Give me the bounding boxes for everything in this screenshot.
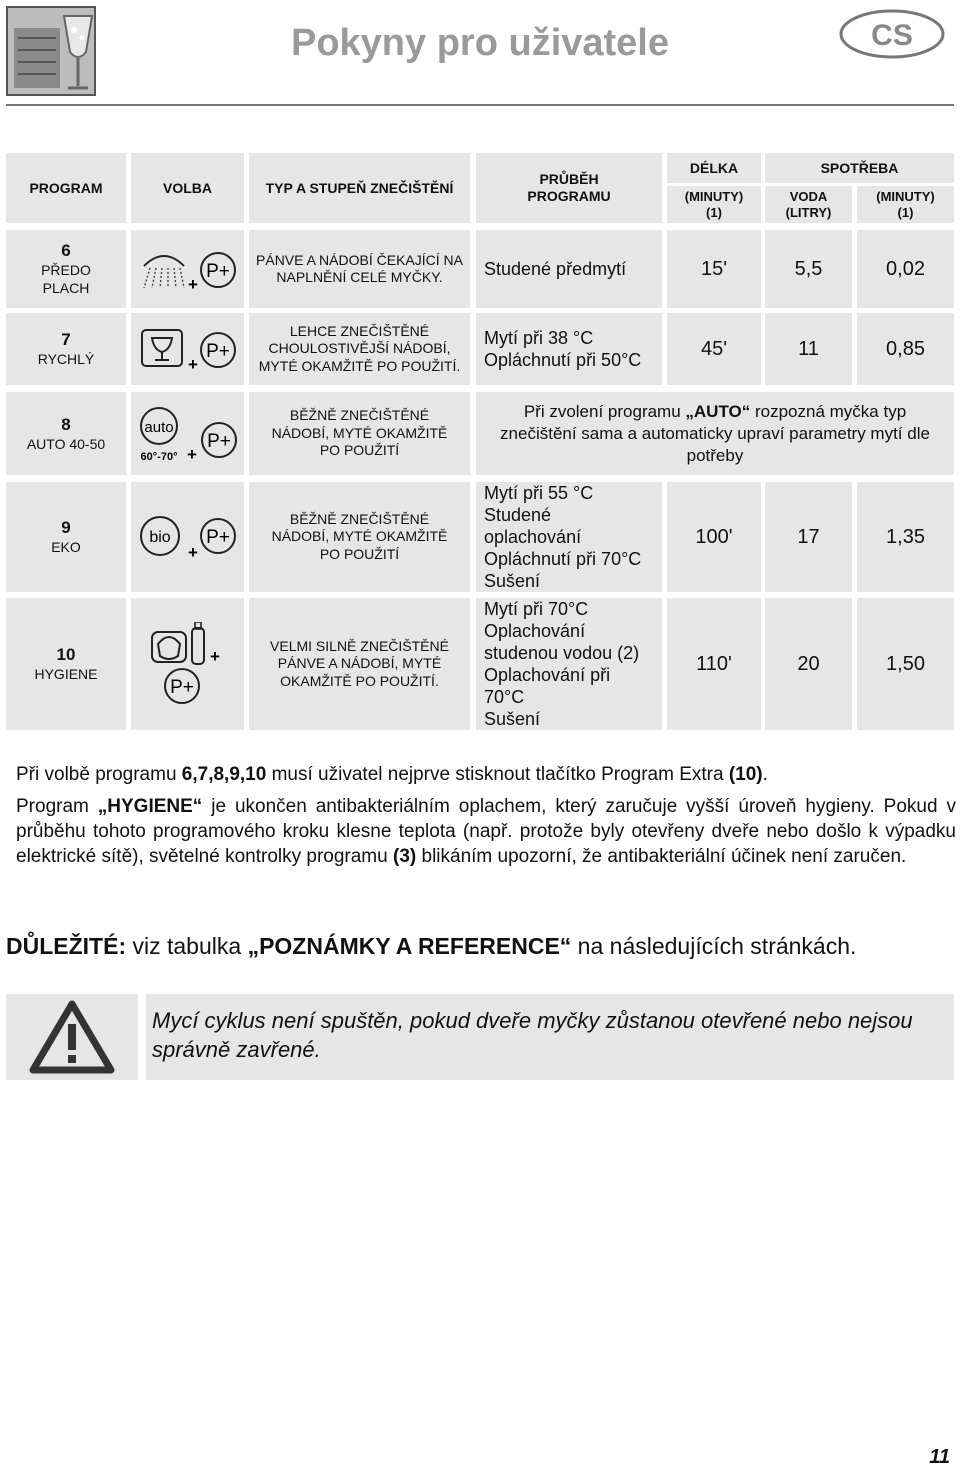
table-row-water: 5,5 [765, 230, 852, 308]
important-note: DŮLEŽITÉ: viz tabulka „POZNÁMKY A REFERENCE“ na následujících stránkách. [6, 933, 857, 959]
header-energy-unit: (MINUTY) (1) [857, 186, 954, 223]
table-row-duration: 15' [667, 230, 761, 308]
page-title: Pokyny pro uživatele [290, 22, 669, 64]
header-duration-unit: (MINUTY) (1) [667, 186, 761, 223]
table-row-type: LEHCE ZNEČIŠTĚNÉ CHOULOSTIVĚJŠÍ NÁDOBÍ, MYTÉ OKAMŽITĚ PO POUŽITÍ. [249, 313, 470, 385]
svg-text:P+: P+ [205, 527, 230, 548]
svg-text:+: + [187, 355, 198, 374]
svg-text:P+: P+ [205, 341, 230, 362]
table-row-water: 17 [765, 482, 852, 592]
table-row-course: Mytí při 38 °C Opláchnutí při 50°C [476, 313, 662, 385]
header-water-unit: VODA (LITRY) [765, 186, 852, 223]
warning-icon-box [6, 994, 138, 1080]
svg-text:60°-70°: 60°-70° [140, 450, 177, 463]
svg-text:+: + [186, 444, 197, 464]
table-row-volba [131, 598, 244, 730]
table-row-program: 6 PŘEDO PLACH [6, 230, 126, 308]
header-course: PRŮBĚH PROGRAMU [476, 153, 662, 223]
page-number: 11 [929, 1446, 950, 1468]
table-row-energy: 1,35 [857, 482, 954, 592]
svg-text:P+: P+ [169, 677, 194, 698]
table-row-course: Mytí při 55 °C Studené oplachování Opláchnutí při 70°C Sušení [476, 482, 662, 592]
header-duration: DÉLKA [667, 153, 761, 183]
table-row-course: Studené předmytí [476, 230, 662, 308]
table-row-type: BĚŽNĚ ZNEČIŠTĚNÉ NÁDOBÍ, MYTÉ OKAMŽITĚ PO POUŽITÍ [249, 392, 470, 475]
table-row-volba [131, 392, 244, 475]
hygiene-program-icon [148, 622, 228, 706]
auto-program-note: Při zvolení programu „AUTO“ rozpozná myčka typ znečištění sama a automaticky upraví parametry mytí dle potřeby [476, 392, 954, 475]
table-row-program: 9 EKO [6, 482, 126, 592]
svg-text:+: + [187, 543, 198, 562]
svg-text:auto: auto [143, 418, 174, 436]
svg-text:P+: P+ [205, 261, 230, 282]
header-consumption: SPOTŘEBA [765, 153, 954, 183]
table-row-energy: 0,85 [857, 313, 954, 385]
svg-text:P+: P+ [206, 430, 231, 452]
table-row-type: PÁNVE A NÁDOBÍ ČEKAJÍCÍ NA NAPLNĚNÍ CELÉ MYČKY. [249, 230, 470, 308]
table-row-volba [131, 482, 244, 592]
dishwasher-logo-icon [6, 6, 96, 96]
header-type: TYP A STUPEŇ ZNEČIŠTĚNÍ [249, 153, 470, 223]
table-row-type: VELMI SILNĚ ZNEČIŠTĚNÉ PÁNVE A NÁDOBÍ, MYTÉ OKAMŽITĚ PO POUŽITÍ. [249, 598, 470, 730]
table-row-water: 20 [765, 598, 852, 730]
table-row-duration: 110' [667, 598, 761, 730]
note-hygiene: Program „HYGIENE“ je ukončen antibakteriálním oplachem, který zaručuje vyšší úroveň hygieny. Pokud v průběhu tohoto programového kroku klesne teplota (např. protože byly otevřeny dveře nebo došlo k výpadku elektrické sítě), světelné kontrolky programu (3) blikáním upozorní, že antibakteriální účinek není zaručen. [16, 796, 956, 867]
table-row-program: 10 HYGIENE [6, 598, 126, 730]
svg-text:+: + [187, 275, 198, 294]
table-row-duration: 100' [667, 482, 761, 592]
table-row-water: 11 [765, 313, 852, 385]
prewash-icon [136, 244, 240, 294]
header-volba: VOLBA [131, 153, 244, 223]
auto-program-icon [135, 404, 241, 464]
bio-program-icon [136, 512, 240, 562]
table-row-type: BĚŽNĚ ZNEČIŠTĚNÉ NÁDOBÍ, MYTÉ OKAMŽITĚ PO POUŽITÍ [249, 482, 470, 592]
note-program-extra: Při volbě programu 6,7,8,9,10 musí uživatel nejprve stisknout tlačítko Program Extra (10). [16, 764, 768, 785]
table-row-duration: 45' [667, 313, 761, 385]
language-badge [838, 8, 946, 60]
svg-text:bio: bio [148, 529, 171, 546]
svg-text:+: + [209, 647, 220, 666]
table-row-volba [131, 230, 244, 308]
svg-text:CS: CS [871, 19, 913, 52]
warning-icon [29, 1000, 115, 1074]
table-row-program: 8 AUTO 40-50 [6, 392, 126, 475]
table-row-program: 7 RYCHLÝ [6, 313, 126, 385]
warning-text: Mycí cyklus není spuštěn, pokud dveře myčky zůstanou otevřené nebo nejsou správně zavřené. [146, 994, 954, 1080]
header-program: PROGRAM [6, 153, 126, 223]
table-row-course: Mytí při 70°C Oplachování studenou vodou (2) Oplachování při 70°C Sušení [476, 598, 662, 730]
table-row-volba [131, 313, 244, 385]
table-row-energy: 0,02 [857, 230, 954, 308]
table-row-energy: 1,50 [857, 598, 954, 730]
header-divider [6, 104, 954, 106]
glass-icon [136, 324, 240, 374]
